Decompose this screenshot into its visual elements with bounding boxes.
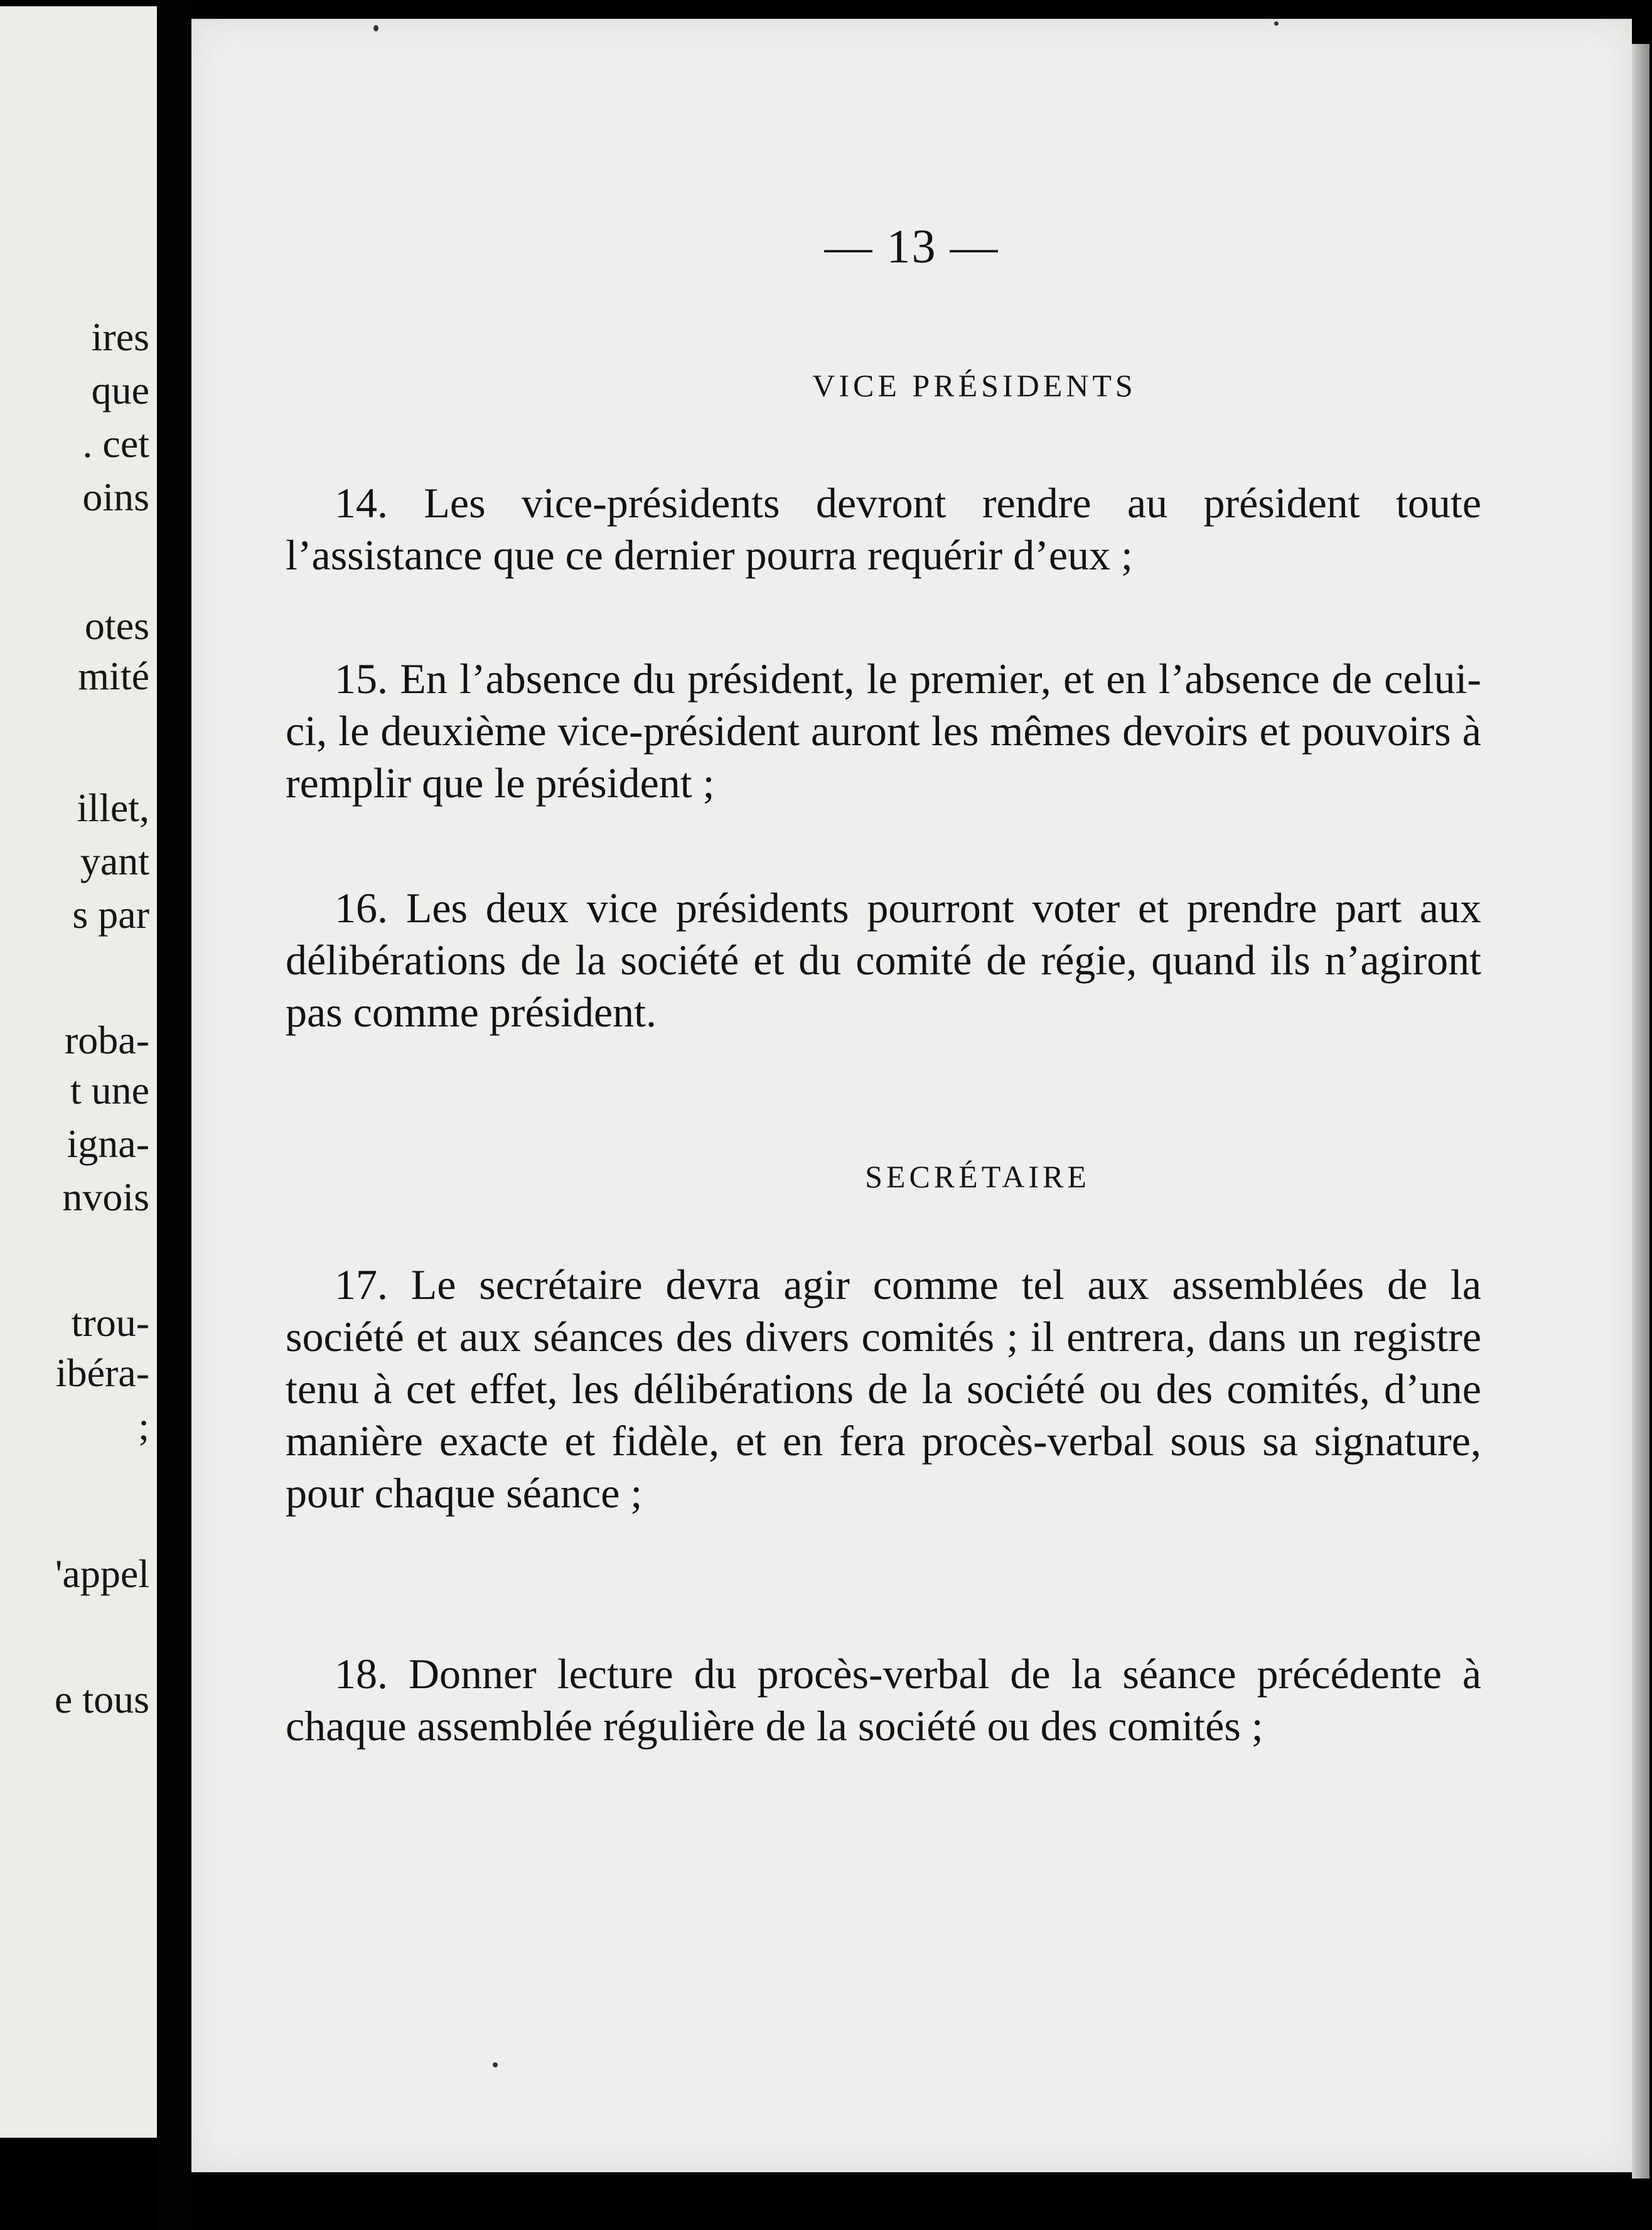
paper-speck	[1274, 21, 1279, 26]
previous-page-line: ;	[138, 1404, 149, 1448]
previous-page-line: ires	[91, 315, 149, 359]
previous-page-line: nvois	[62, 1175, 149, 1219]
article-text: Le secrétaire devra agir comme tel aux assemblées de la société et aux séances des divers comités ; il entrera, dans un registre tenu à cet effet, les délibérations de la société ou des comités, d’une manière exacte et fidèle, et en fera procès-verbal sous sa signature, pour chaque séance ;	[286, 1261, 1481, 1517]
page-number: — 13 —	[824, 220, 999, 273]
section-heading-vice-presidents: VICE PRÉSIDENTS	[812, 368, 1137, 403]
article-text: Les vice-présidents devront rendre au président toute l’assistance que ce dernier pourra requérir d’eux ;	[286, 479, 1482, 579]
previous-page-line: roba-	[64, 1018, 149, 1062]
article-number: 14.	[335, 479, 388, 527]
previous-page-line: e tous	[54, 1677, 149, 1721]
previous-page-line: trou-	[71, 1300, 149, 1345]
book-gutter	[157, 0, 191, 2230]
article-paragraph	[286, 1259, 1481, 1519]
previous-page-line: igna-	[67, 1121, 149, 1166]
previous-page-line: yant	[80, 839, 149, 883]
previous-page-line: illet,	[77, 785, 149, 830]
paper-speck	[493, 2062, 498, 2067]
paper-speck	[373, 25, 378, 31]
article-number: 17.	[335, 1261, 388, 1308]
previous-page-line: . cet	[82, 421, 149, 466]
article-number: 15.	[335, 655, 388, 703]
article-text: En l’absence du président, le premier, et en l’absence de celui-ci, le deuxième vice-président auront les mêmes devoirs et pouvoirs à remplir que le président ;	[286, 655, 1482, 807]
article-paragraph	[286, 1648, 1481, 1752]
page-edge	[1632, 44, 1649, 2179]
previous-page-line: 'appel	[55, 1551, 149, 1596]
previous-page-line: otes	[84, 603, 149, 648]
book-page	[191, 19, 1632, 2172]
previous-page-line: t une	[70, 1068, 149, 1112]
previous-page-line: ibéra-	[55, 1350, 149, 1395]
article-text: Donner lecture du procès-verbal de la séance précédente à chaque assemblée régulière de la société ou des comités ;	[286, 1650, 1481, 1750]
previous-page-fragment	[0, 6, 157, 2138]
previous-page-line: mité	[78, 654, 149, 698]
article-paragraph	[286, 477, 1481, 581]
previous-page-line: que	[91, 368, 149, 412]
article-number: 16.	[335, 884, 388, 932]
previous-page-line: s par	[72, 892, 149, 937]
article-number: 18.	[335, 1650, 388, 1698]
article-text: Les deux vice présidents pourront voter et prendre part aux délibérations de la société et du comité de régie, quand ils n’agiront pas comme président.	[286, 884, 1481, 1036]
article-paragraph	[286, 882, 1481, 1038]
previous-page-line: oins	[82, 475, 149, 519]
article-paragraph	[286, 653, 1481, 809]
section-heading-secretaire: SECRÉTAIRE	[865, 1159, 1090, 1194]
